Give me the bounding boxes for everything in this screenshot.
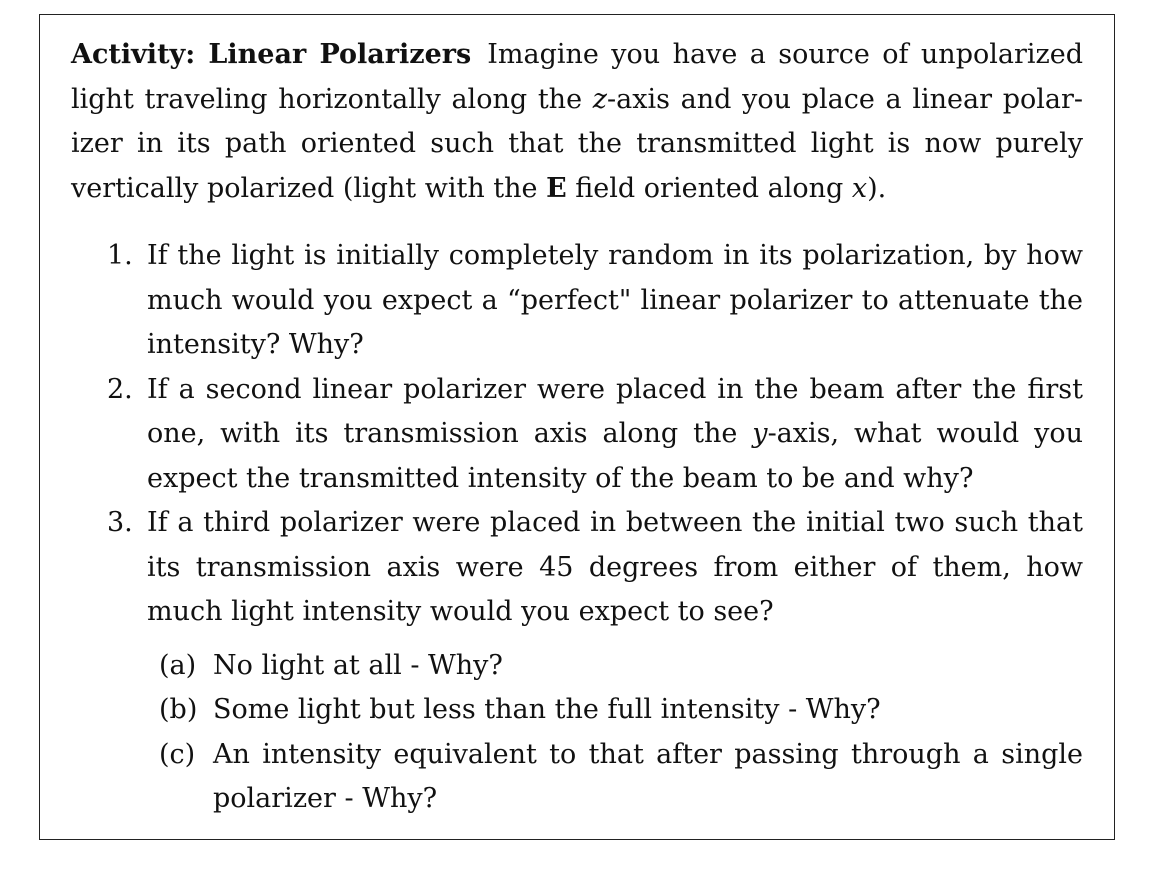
- option-text: No light at all - Why?: [213, 649, 503, 681]
- question-text-2: -axis, what would you expect the transmitted intensity of the beam to be and why?: [147, 418, 1083, 494]
- activity-content: [71, 33, 1083, 822]
- question-text: If a third polarizer were placed in between the initial two such that its transmission axis were 45 degrees from either of them, how much light intensity would you expect to see?: [147, 507, 1083, 627]
- activity-intro: [71, 33, 1083, 211]
- option-b: [147, 688, 1083, 733]
- option-a: [147, 644, 1083, 689]
- intro-text-1: Imagine you have a source of unpolarized light traveling horizontally along the: [71, 39, 1083, 115]
- variable-x: x: [851, 172, 868, 204]
- variable-z: z: [592, 83, 607, 115]
- option-text: An intensity equivalent to that after passing through a single polarizer - Why?: [213, 738, 1083, 814]
- question-text: If the light is initially completely random in its polarization, by how much would you expect a “perfect" linear polarizer to attenuate the intensity? Why?: [147, 240, 1083, 360]
- option-c: [147, 733, 1083, 822]
- intro-text-3: field oriented along: [566, 172, 852, 204]
- question-number: 1.: [107, 240, 133, 271]
- question-list: [71, 234, 1083, 822]
- activity-heading: Activity: Linear Polarizers: [71, 39, 472, 70]
- option-list: [147, 644, 1083, 822]
- question-number: 3.: [107, 507, 133, 538]
- intro-text-2: -axis and you place a linear polarizer in its path oriented such that the transmitted light is now purely vertically polarized (light with the: [71, 83, 1083, 204]
- option-label: (b): [159, 694, 198, 725]
- variable-y: y: [752, 418, 768, 449]
- option-text: Some light but less than the full intensity - Why?: [213, 694, 881, 725]
- question-number: 2.: [107, 373, 133, 405]
- question-3: [71, 501, 1083, 822]
- question-2: [71, 368, 1083, 502]
- option-label: (a): [159, 649, 197, 681]
- question-1: [71, 234, 1083, 368]
- option-label: (c): [159, 738, 196, 770]
- intro-text-4: ).: [867, 172, 887, 204]
- field-E: E: [546, 172, 567, 204]
- activity-box: [39, 14, 1115, 840]
- question-text-1: If a second linear polarizer were placed in the beam after the first one, with its transmission axis along the: [147, 373, 1083, 449]
